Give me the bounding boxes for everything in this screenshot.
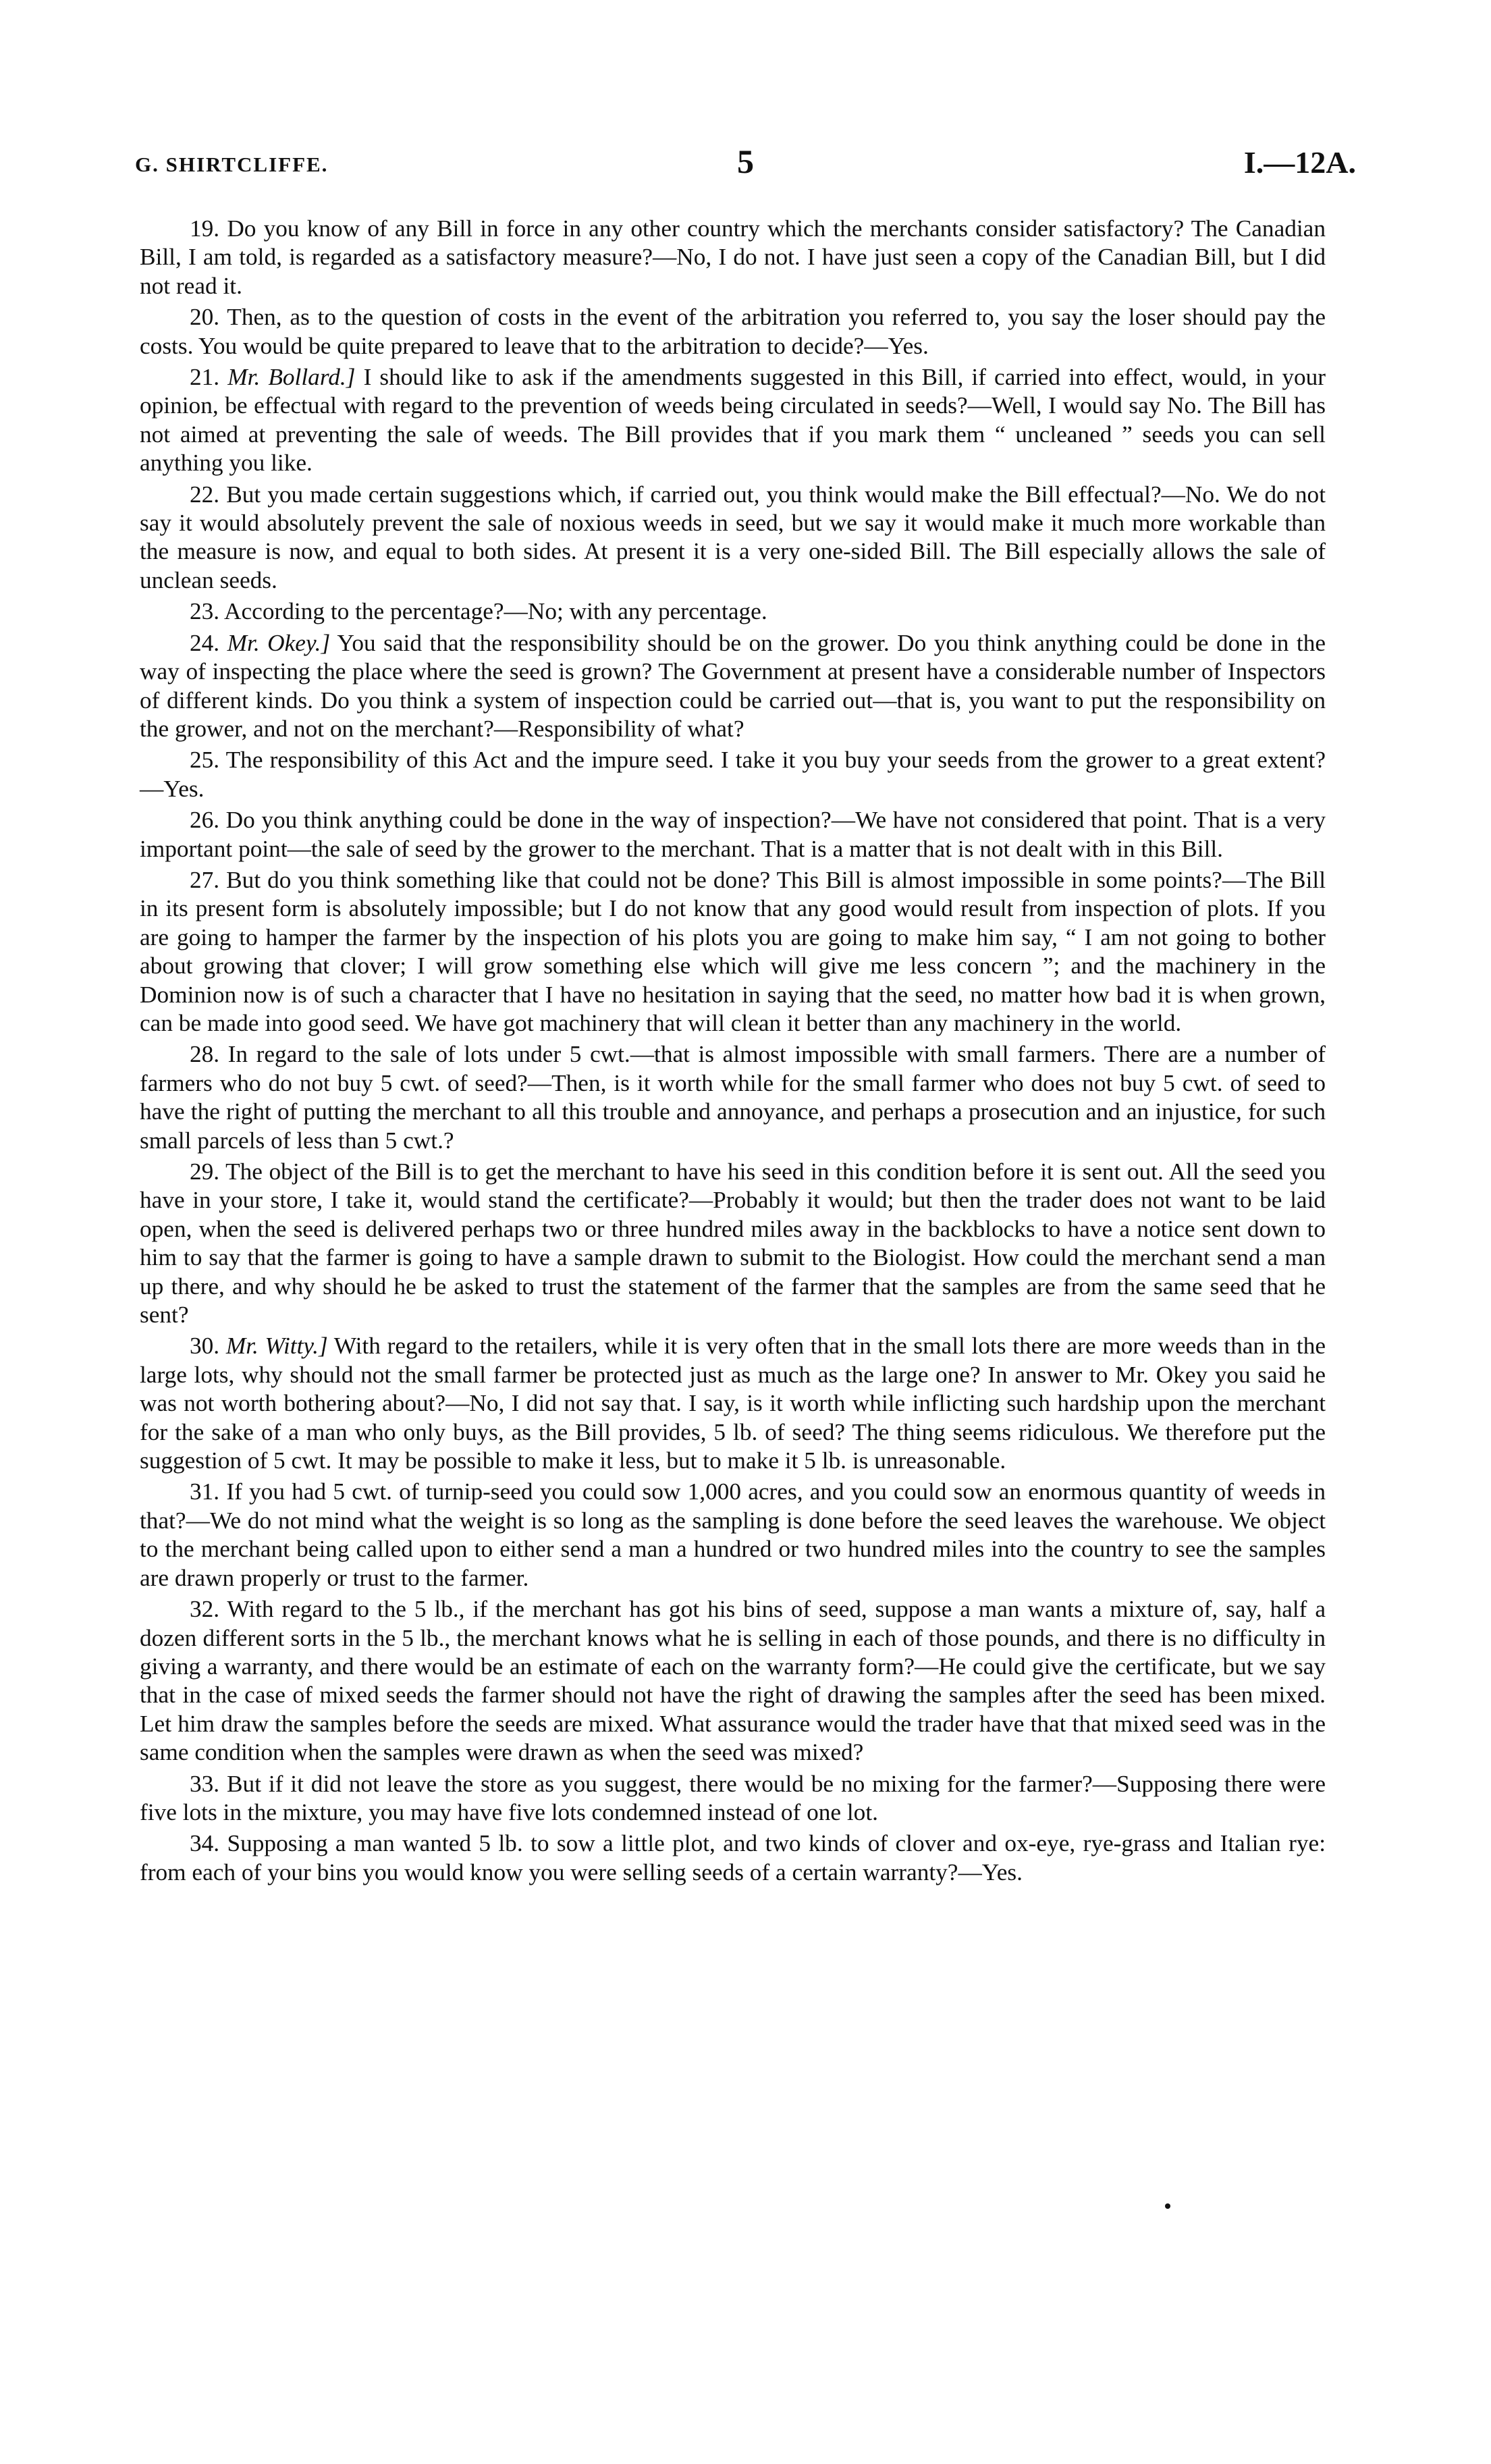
paragraph-30	[140, 1332, 1326, 1475]
paragraph-text: With regard to the 5 lb., if the merchant has got his bins of seed, suppose a man wants a mixture of, say, half a dozen different sorts in the 5 lb., the merchant knows what he is selling in each of those pounds, and there is no difficulty in giving a warranty, and there would be an estimate of each on the warranty form?—He could give the certificate, but we say that in the case of mixed seeds the farmer should not have the right of drawing the samples after the seed has been mixed. Let him draw the samples before the seeds are mixed. What assurance would the trader have that that mixed seed was in the same condition when the samples were drawn as when the seed was mixed?	[140, 1596, 1326, 1766]
question-number: 24.	[190, 629, 220, 656]
witness-name: G. SHIRTCLIFFE.	[135, 153, 329, 176]
paragraph-text: The object of the Bill is to get the merchant to have his seed in this condition before it is sent out. All the seed you have in your store, I take it, would stand the certificate?—Probably it would; but then the trader does not want to be laid open, when the seed is delivered perhaps two or three hundred miles away in the backblocks to have a notice sent down to him to say that the farmer is going to have a sample drawn to submit to the Biologist. How could the merchant send a man up there, and why should he be asked to trust the statement of the farmer that the samples are from the same seed that he sent?	[140, 1158, 1326, 1329]
print-speck	[1165, 2203, 1170, 2209]
question-number: 21.	[190, 364, 220, 391]
question-number: 32.	[190, 1596, 220, 1623]
question-number: 20.	[190, 304, 220, 331]
question-number: 28.	[190, 1041, 220, 1068]
paragraph-text: If you had 5 cwt. of turnip-seed you could sow 1,000 acres, and you could sow an enormous quantity of weeds in that?—We do not mind what the weight is so long as the sampling is done before the seed leaves the warehouse. We object to the merchant being called upon to either send a man a hundred or two hundred miles into the country to see the samples are drawn properly or trust to the farmer.	[140, 1478, 1326, 1591]
page-number: 5	[737, 142, 754, 180]
question-number: 26.	[190, 807, 220, 834]
paragraph-32	[140, 1595, 1326, 1767]
paragraph-23	[140, 597, 1326, 626]
paragraph-34	[140, 1829, 1326, 1887]
paragraph-27	[140, 866, 1326, 1038]
paragraph-24	[140, 629, 1326, 744]
paragraph-text: In regard to the sale of lots under 5 cwt.—that is almost impossible with small farmers. There are a number of farmers who do not buy 5 cwt. of seed?—Then, is it worth while for the small farmer who does not buy 5 cwt. of seed to have the right of putting the merchant to all this trouble and annoyance, and perhaps a prosecution and an injustice, for such small parcels of less than 5 cwt.?	[140, 1041, 1326, 1154]
question-number: 33.	[190, 1770, 220, 1797]
paragraph-text: But you made certain suggestions which, if carried out, you think would make the Bill effectual?—No. We do not say it would absolutely prevent the sale of noxious weeds in seed, but we say it would make it much more workable than the measure is now, and equal to both sides. At present it is a very one-sided Bill. The Bill especially allows the sale of unclean seeds.	[140, 481, 1326, 593]
paragraph-text: Supposing a man wanted 5 lb. to sow a little plot, and two kinds of clover and ox-eye, rye-grass and Italian rye: from each of your bins you would know you were selling seeds of a certain warranty?—Yes.	[140, 1830, 1326, 1885]
document-reference: I.—12A.	[1243, 145, 1356, 180]
question-number: 30.	[190, 1333, 220, 1360]
evidence-text	[140, 215, 1326, 1890]
question-number: 19.	[190, 215, 220, 242]
question-number: 23.	[190, 598, 220, 625]
paragraph-text: The responsibility of this Act and the impure seed. I take it you buy your seeds from the grower to a great extent?—Yes.	[140, 747, 1326, 802]
question-number: 34.	[190, 1830, 220, 1857]
paragraph-29	[140, 1158, 1326, 1329]
page-header	[135, 142, 1356, 182]
paragraph-28	[140, 1040, 1326, 1155]
paragraph-text: Then, as to the question of costs in the event of the arbitration you referred to, you say the loser should pay the costs. You would be quite prepared to leave that to the arbitration to decide?—Yes.	[140, 304, 1326, 359]
paragraph-text: With regard to the retailers, while it is very often that in the small lots there are more weeds than in the large lots, why should not the small farmer be protected just as much as the large one? In answer to Mr. Okey you said he was not worth bothering about?—No, I did not say that. I say, is it worth while inflicting such hardship upon the merchant for the sake of a man who only buys, as the Bill provides, 5 lb. of seed? The thing seems ridiculous. We therefore put the suggestion of 5 cwt. It may be possible to make it less, but to make it 5 lb. is unreasonable.	[140, 1333, 1326, 1474]
question-number: 31.	[190, 1478, 220, 1505]
question-number: 29.	[190, 1158, 220, 1185]
paragraph-text: You said that the responsibility should be on the grower. Do you think anything could be done in the way of inspecting the place where the seed is grown? The Government at present have a considerable number of Inspectors of different kinds. Do you think a system of inspection could be carried out—that is, you want to put the responsibility on the grower, and not on the merchant?—Responsibility of what?	[140, 629, 1326, 742]
paragraph-text: According to the percentage?—No; with any percentage.	[224, 598, 767, 625]
paragraph-22	[140, 481, 1326, 595]
paragraph-text: Do you think anything could be done in the way of inspection?—We have not considered that point. That is a very important point—the sale of seed by the grower to the merchant. That is a matter that is not dealt with in this Bill.	[140, 807, 1326, 862]
paragraph-25	[140, 746, 1326, 803]
paragraph-19	[140, 215, 1326, 300]
speaker-name: Mr. Okey.]	[227, 629, 331, 656]
paragraph-21	[140, 363, 1326, 478]
paragraph-text: But do you think something like that could not be done? This Bill is almost impossible in some points?—The Bill in its present form is absolutely impossible; but I do not know that any good would result from inspection of plots. If you are going to hamper the farmer by the inspection of his plots you are going to make him say, “ I am not going to bother about growing that clover; I will grow something else which will give me less concern ”; and the machinery in the Dominion now is of such a character that I have no hesitation in saying that the seed, no matter how bad it is when grown, can be made into good seed. We have got machinery that will clean it better than any machinery in the world.	[140, 866, 1326, 1036]
paragraph-33	[140, 1770, 1326, 1827]
question-number: 25.	[190, 747, 220, 774]
question-number: 27.	[190, 866, 220, 893]
question-number: 22.	[190, 481, 220, 508]
paragraph-31	[140, 1478, 1326, 1592]
paragraph-20	[140, 303, 1326, 360]
speaker-name: Mr. Witty.]	[225, 1333, 328, 1360]
speaker-name: Mr. Bollard.]	[227, 364, 356, 391]
paragraph-text: But if it did not leave the store as you suggest, there would be no mixing for the farmer?—Supposing there were five lots in the mixture, you may have five lots condemned instead of one lot.	[140, 1770, 1326, 1825]
paragraph-26	[140, 806, 1326, 863]
paragraph-text: I should like to ask if the amendments suggested in this Bill, if carried into effect, would, in your opinion, be effectual with regard to the prevention of weeds being circulated in seeds?—Well, I would say No. The Bill has not aimed at preventing the sale of weeds. The Bill provides that if you mark them “ uncleaned ” seeds you can sell anything you like.	[140, 364, 1326, 477]
paragraph-text: Do you know of any Bill in force in any other country which the merchants consider satisfactory? The Canadian Bill, I am told, is regarded as a satisfactory measure?—No, I do not. I have just seen a copy of the Canadian Bill, but I did not read it.	[140, 215, 1326, 299]
